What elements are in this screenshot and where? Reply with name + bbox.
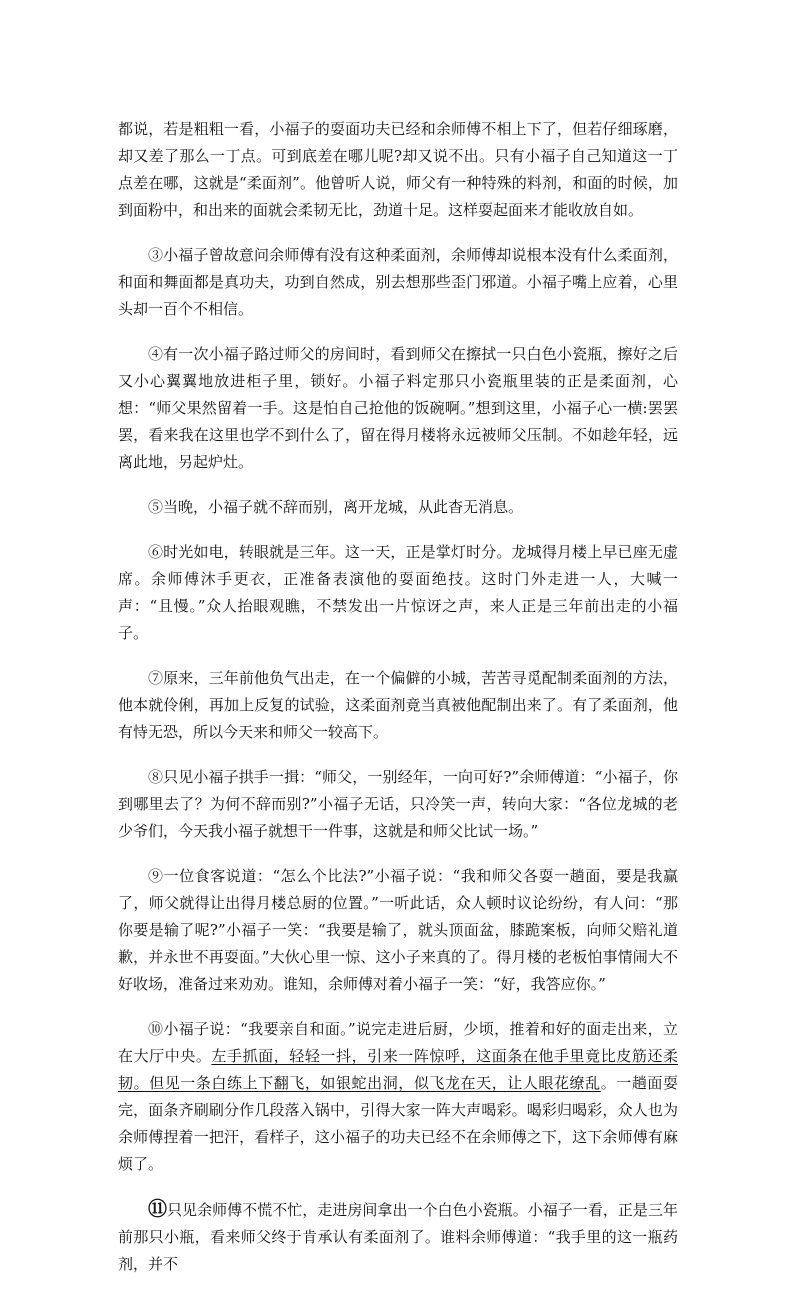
paragraph-text: ③小福子曾故意问余师傅有没有这种柔面剂，余师傅却说根本没有什么柔面剂，和面和舞面都是真功夫，功到自然成，别去想那些歪门邪道。小福子嘴上应着，心里头却一百个不相信。 (118, 246, 678, 318)
paragraph-4 (118, 341, 678, 476)
document-page (118, 116, 678, 1296)
paragraph-text: 只见余师傅不慌不忙，走进房间拿出一个白色小瓷瓶。小福子一看，正是三年前那只小瓶，看来师父终于肯承认有柔面剂了。谁料余师傅道：“我手里的这一瓶药剂，并不 (118, 1201, 678, 1273)
paragraph-3 (118, 242, 678, 323)
paragraph-number: ⑪ (148, 1198, 168, 1220)
underlined-passage: 左手抓面，轻轻一抖，引来一阵惊呼，这面条在他手里竟比皮筋还柔韧。但见一条白练上下翻飞，如银蛇出洞，似飞龙在天，让人眼花缭乱 (118, 1047, 678, 1092)
paragraph-text: ⑩小福子说：“我要亲自和面。”说完走进后厨，少顷，推着和好的面走出来，立在大厅中央。 (118, 1020, 678, 1065)
paragraph-text: ⑥时光如电，转眼就是三年。这一天，正是掌灯时分。龙城得月楼上早已座无虚席。余师傅沐手更衣，正准备表演他的耍面绝技。这时门外走进一人，大喊一声：“且慢。”众人抬眼观瞧，不禁发出一片惊讶之声，来人正是三年前出走的小福子。 (118, 543, 678, 642)
paragraph-11 (118, 1196, 678, 1278)
paragraph-text: ⑤当晚，小福子就不辞而别，离开龙城，从此杳无消息。 (148, 498, 524, 516)
paragraph-text: 。一趟面耍完，面条齐刷刷分作几段落入锅中，引得大家一阵大声喝彩。喝彩归喝彩，众人也为余师傅捏着一把汗，看样子，这小福子的功夫已经不在余师傅之下，这下余师傅有麻烦了。 (118, 1074, 678, 1173)
paragraph-text: ④有一次小福子路过师父的房间时，看到师父在擦拭一只白色小瓷瓶，擦好之后又小心翼翼地放进柜子里，锁好。小福子料定那只小瓷瓶里装的正是柔面剂，心想：“师父果然留着一手。这是怕自己抢他的饭碗啊。”想到这里，小福子心一横:罢罢罢，看来我在这里也学不到什么了，留在得月楼将永远被师父压制。不如趁年轻，远离此地，另起炉灶。 (118, 345, 678, 471)
paragraph-6 (118, 539, 678, 647)
paragraph-7 (118, 665, 678, 746)
paragraph-10 (118, 1016, 678, 1178)
paragraph-5 (118, 494, 678, 521)
paragraph-text: ⑦原来，三年前他负气出走，在一个偏僻的小城，苦苦寻觅配制柔面剂的方法，他本就伶俐，再加上反复的试验，这柔面剂竟当真被他配制出来了。有了柔面剂，他有恃无恐，所以今天来和师父一较高下。 (118, 669, 678, 741)
paragraph-2-continued (118, 116, 678, 224)
paragraph-text: ⑨一位食客说道：“怎么个比法?”小福子说：“我和师父各耍一趟面，要是我赢了，师父就得让出得月楼总厨的位置。”一听此话，众人顿时议论纷纷，有人问：“那你要是输了呢?”小福子一笑：“我要是输了，就头顶面盆，膝跪案板，向师父赔礼道歉，并永世不再耍面。”大伙心里一惊、这小子来真的了。得月楼的老板怕事情闹大不好收场，准备过来劝劝。谁知，余师傅对着小福子一笑：“好，我答应你。” (118, 867, 678, 993)
paragraph-8 (118, 764, 678, 845)
paragraph-text: 都说，若是粗粗一看，小福子的耍面功夫已经和余师傅不相上下了，但若仔细琢磨，却又差了那么一丁点。可到底差在哪儿呢?却又说不出。只有小福子自己知道这一丁点差在哪，这就是“柔面剂”。他曾听人说，师父有一种特殊的料剂，和面的时候，加到面粉中，和出来的面就会柔韧无比，劲道十足。这样耍起面来才能收放自如。 (118, 120, 678, 219)
paragraph-9 (118, 863, 678, 998)
paragraph-text: ⑧只见小福子拱手一揖：“师父，一别经年，一向可好?”余师傅道：“小福子，你到哪里去了？为何不辞而别?”小福子无话，只冷笑一声，转向大家：“各位龙城的老少爷们，今天我小福子就想干一件事，这就是和师父比试一场。” (118, 768, 678, 840)
